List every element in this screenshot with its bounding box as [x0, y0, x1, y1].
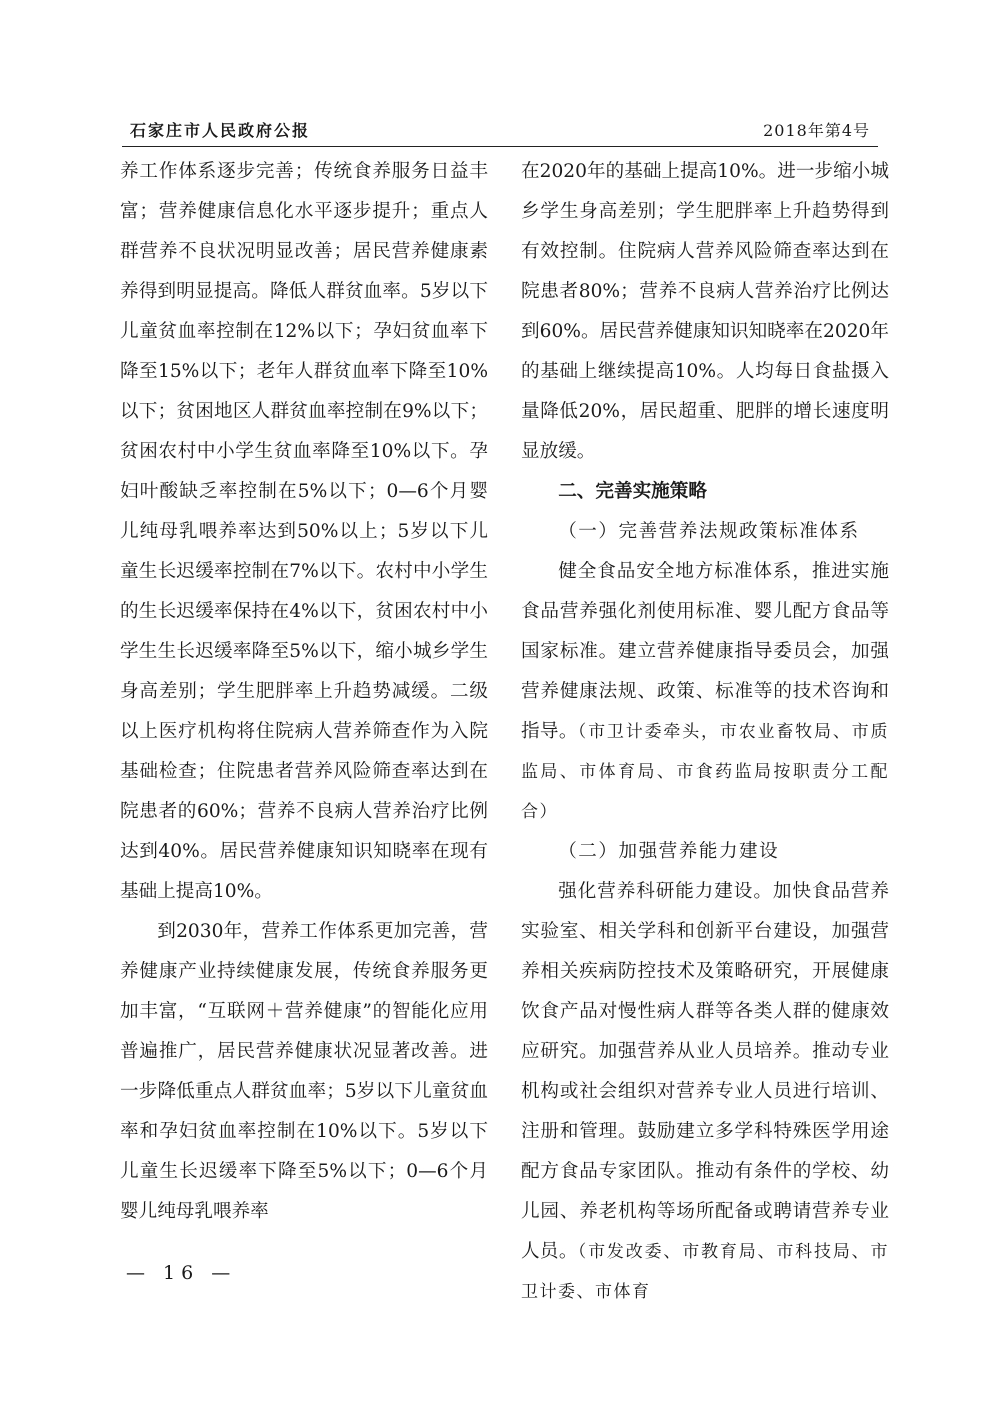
subsection-heading-1: （一）完善营养法规政策标准体系: [558, 521, 860, 542]
publication-title: 石家庄市人民政府公报: [130, 121, 311, 140]
right-paragraph-2-text: 健全食品安全地方标准体系，推进实施食品营养强化剂使用标准、婴儿配方食品等国家标准。建立营养健康指导委员会，加强营养健康法规、政策、标准等的技术咨询和指导。: [521, 561, 889, 742]
page-header: [122, 112, 878, 147]
right-paragraph-2: [521, 552, 889, 832]
page-number: — 16 —: [126, 1262, 237, 1284]
section-heading-2: 二、完善实施策略: [558, 481, 707, 502]
right-paragraph-3-text: 强化营养科研能力建设。加快食品营养实验室、相关学科和创新平台建设，加强营养相关疾病防控技术及策略研究，开展健康饮食产品对慢性病人群等各类人群的健康效应研究。加强营养从业人员培养。推动专业机构或社会组织对营养专业人员进行培训、注册和管理。鼓励建立多学科特殊医学用途配方食品专家团队。推动有条件的学校、幼儿园、养老机构等场所配备或聘请营养专业人员。: [521, 881, 889, 1262]
issue-number: 2018年第4号: [763, 121, 870, 140]
subsection-heading-2: （二）加强营养能力建设: [558, 841, 780, 862]
left-column: [120, 152, 488, 1232]
right-paragraph-3-note: （市发改委、市教育局、市科技局、市卫计委、市体育: [521, 1242, 889, 1302]
left-paragraph-2: 到2030年，营养工作体系更加完善，营养健康产业持续健康发展，传统食养服务更加丰富，“互联网＋营养健康”的智能化应用普遍推广，居民营养健康状况显著改善。进一步降低重点人群贫血率；5岁以下儿童贫血率和孕妇贫血率控制在10%以下。5岁以下儿童生长迟缓率下降至5%以下；0—6个月婴儿纯母乳喂养率: [120, 921, 488, 1222]
right-paragraph-3: [521, 872, 889, 1312]
right-column: [521, 152, 889, 1312]
right-paragraph-2-note: （市卫计委牵头，市农业畜牧局、市质监局、市体育局、市食药监局按职责分工配合）: [521, 722, 889, 822]
left-paragraph-1: 养工作体系逐步完善；传统食养服务日益丰富；营养健康信息化水平逐步提升；重点人群营养不良状况明显改善；居民营养健康素养得到明显提高。降低人群贫血率。5岁以下儿童贫血率控制在12%以下；孕妇贫血率下降至15%以下；老年人群贫血率下降至10%以下；贫困地区人群贫血率控制在9%以下；贫困农村中小学生贫血率降至10%以下。孕妇叶酸缺乏率控制在5%以下；0—6个月婴儿纯母乳喂养率达到50%以上；5岁以下儿童生长迟缓率控制在7%以下。农村中小学生的生长迟缓率保持在4%以下，贫困农村中小学生生长迟缓率降至5%以下，缩小城乡学生身高差别；学生肥胖率上升趋势减缓。二级以上医疗机构将住院病人营养筛查作为入院基础检查；住院患者营养风险筛查率达到在院患者的60%；营养不良病人营养治疗比例达到40%。居民营养健康知识知晓率在现有基础上提高10%。: [120, 161, 488, 902]
right-paragraph-1: 在2020年的基础上提高10%。进一步缩小城乡学生身高差别；学生肥胖率上升趋势得到有效控制。住院病人营养风险筛查率达到在院患者80%；营养不良病人营养治疗比例达到60%。居民营养健康知识知晓率在2020年的基础上继续提高10%。人均每日食盐摄入量降低20%，居民超重、肥胖的增长速度明显放缓。: [521, 161, 889, 462]
